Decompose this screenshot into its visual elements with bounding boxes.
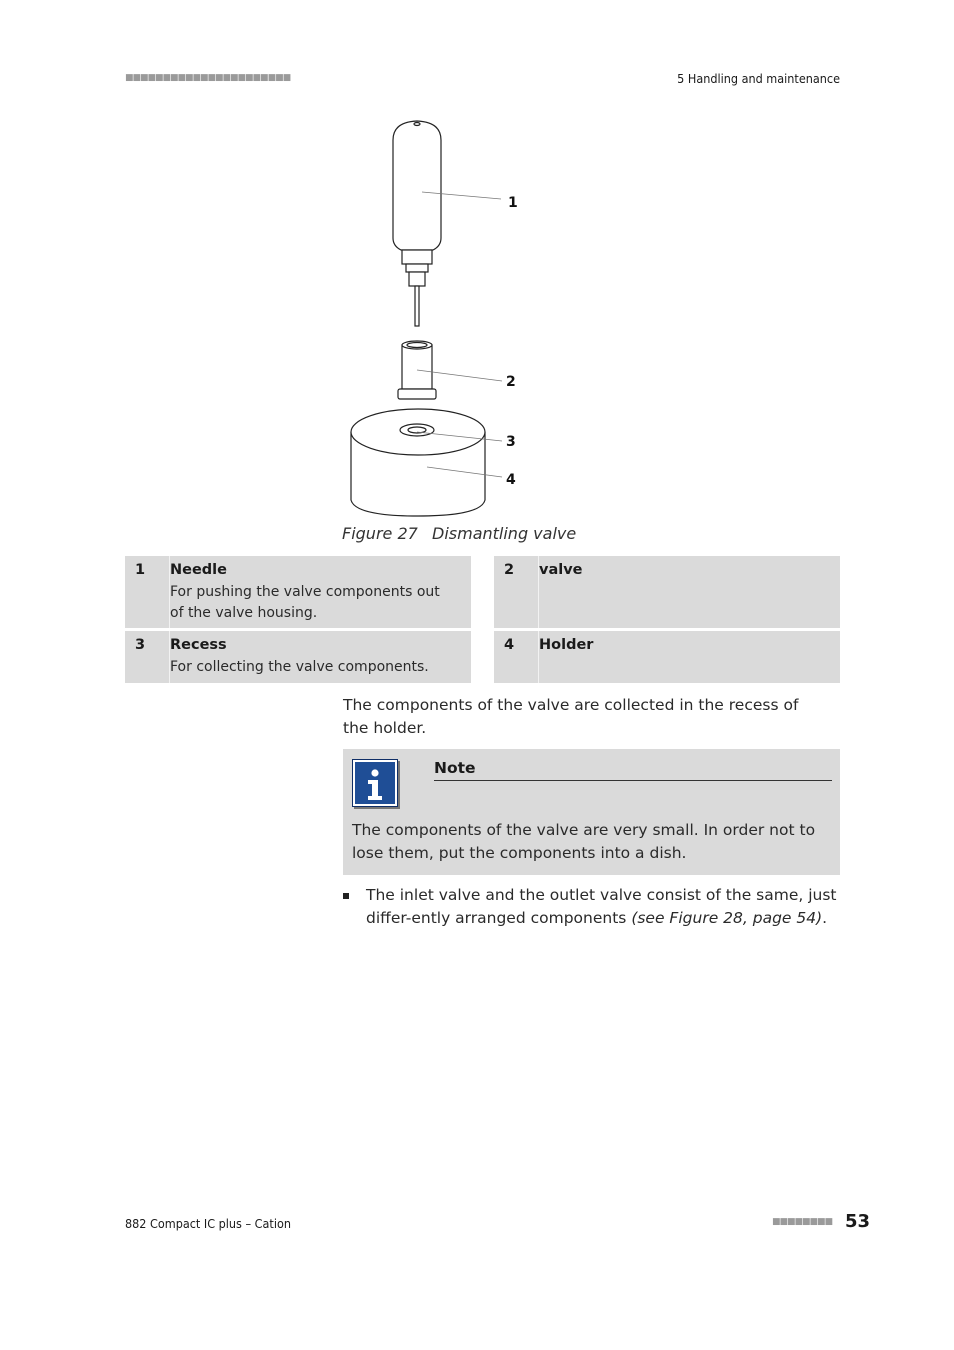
callout-2: 2 bbox=[506, 374, 516, 390]
callout-4: 4 bbox=[506, 472, 516, 488]
cross-reference-link[interactable]: (see Figure 28, page 54) bbox=[631, 908, 823, 927]
legend-title: valve bbox=[539, 562, 583, 578]
header-decoration: ■■■■■■■■■■■■■■■■■■■■■■ bbox=[125, 73, 291, 83]
bullet-text: The inlet valve and the outlet valve consist of the same, just differ-ently arranged components bbox=[366, 886, 837, 927]
figure-caption bbox=[342, 524, 576, 543]
info-icon bbox=[352, 759, 398, 807]
needle-drawing bbox=[393, 121, 441, 326]
legend-cell-3 bbox=[125, 631, 471, 683]
note-title: Note bbox=[434, 759, 832, 781]
bullet-item bbox=[366, 884, 840, 929]
legend-title: Holder bbox=[539, 637, 594, 653]
legend-title: Needle bbox=[170, 562, 227, 578]
legend-title: Recess bbox=[170, 637, 227, 653]
legend-number: 4 bbox=[504, 637, 515, 653]
footer-product-name: 882 Compact IC plus – Cation bbox=[125, 1216, 291, 1231]
figure-number: Figure 27 bbox=[342, 524, 418, 543]
note-box bbox=[343, 749, 840, 875]
legend-cell-2 bbox=[494, 556, 840, 628]
legend-cell-4 bbox=[494, 631, 840, 683]
legend-number: 3 bbox=[135, 637, 146, 653]
figure-title: Dismantling valve bbox=[432, 524, 577, 543]
holder-drawing bbox=[351, 409, 485, 516]
legend-cell-1 bbox=[125, 556, 471, 628]
callout-1: 1 bbox=[508, 195, 518, 211]
bullet-end: . bbox=[822, 908, 828, 927]
legend-description: For pushing the valve components out of the valve housing. bbox=[170, 584, 440, 621]
dismantling-valve-figure bbox=[330, 112, 560, 522]
running-header-section: 5 Handling and maintenance bbox=[677, 71, 840, 86]
legend-description: For collecting the valve components. bbox=[170, 659, 429, 675]
callout-3: 3 bbox=[506, 434, 516, 450]
body-paragraph: The components of the valve are collected in the recess of the holder. bbox=[343, 696, 799, 737]
footer-decoration: ■■■■■■■■ bbox=[772, 1217, 833, 1227]
legend-number: 1 bbox=[135, 562, 146, 578]
page-number: 53 bbox=[845, 1211, 871, 1232]
legend-number: 2 bbox=[504, 562, 515, 578]
note-text: The components of the valve are very small. In order not to lose them, put the components into a dish. bbox=[352, 821, 816, 862]
bullet-square-icon bbox=[343, 893, 349, 899]
